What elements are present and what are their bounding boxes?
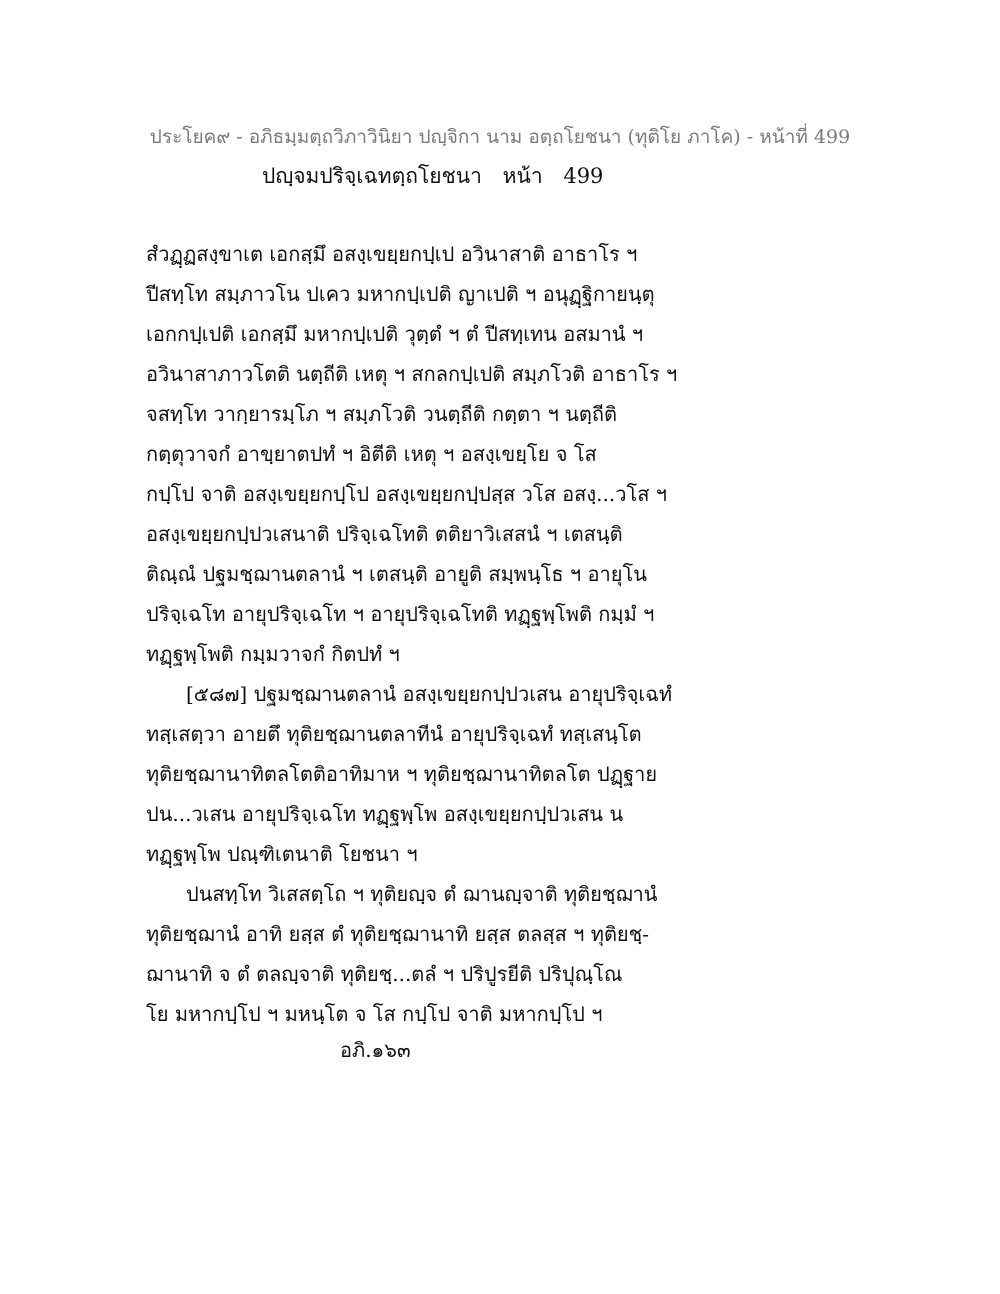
text-line: ทฏฺฐพฺโพติ กมฺมวาจกํ กิตปทํ ฯ (146, 642, 400, 666)
text-line: ปน...วเสน อายุปริจฺเฉโท ทฏฺฐพฺโพ อสงฺเขยฺยกปฺปวเสน น (146, 802, 624, 826)
body-text (146, 234, 706, 1034)
text-line: ทุติยชฺฌานํ อาทิ ยสฺส ตํ ทุติยชฺฌานาทิ ยสฺส ตลสฺส ฯ ทุติยชฺ- (146, 922, 649, 946)
text-line: [๕๘๗] ปฐมชฺฌานตลานํ อสงฺเขยฺยกปฺปวเสน อายุปริจฺเฉทํ (186, 682, 673, 706)
page-number: 499 (563, 164, 604, 188)
page-title (262, 160, 617, 193)
text-line: ปีสทฺโท สมฺภาวโน ปเคว มหากปฺเปติ ญาเปติ ฯ อนุฏฺฐิกายนฺตุ (146, 282, 655, 306)
text-line: อวินาสาภาวโตติ นตฺถีติ เหตุ ฯ สกลกปฺเปติ สมฺภโวติ อาธาโร ฯ (146, 362, 678, 386)
text-line: เอกกปฺเปติ เอกสฺมึ มหากปฺเปติ วุตฺตํ ฯ ตํ ปีสทฺเทน อสมานํ ฯ (146, 322, 644, 346)
text-line: โย มหากปฺโป ฯ มหนฺโต จ โส กปฺโป จาติ มหากปฺโป ฯ (146, 1002, 603, 1026)
text-line: อสงฺเขยฺยกปฺปวเสนาติ ปริจฺเฉโทติ ตติยาวิเสสนํ ฯ เตสนฺติ (146, 522, 623, 546)
running-header: ประโยค๙ - อภิธมฺมตฺถวิภาวินิยา ปญฺจิกา นาม อตฺถโยชนา (ทุติโย ภาโค) - หน้าที่ 499 (149, 126, 851, 148)
text-line: ปนสทฺโท วิเสสตฺโถ ฯ ทุติยญฺจ ตํ ฌานญฺจาติ ทุติยชฺฌานํ (186, 882, 658, 906)
footnote-reference: อภิ.๑๖๓ (340, 1038, 411, 1062)
text-line: ฌานาทิ จ ตํ ตลญฺจาติ ทุติยชฺ...ตลํ ฯ ปริปูรยีติ ปริปุณฺโณ (146, 962, 623, 986)
text-line: สํวฏฺฏสงฺขาเต เอกสฺมึ อสงฺเขยฺยกปฺเป อวินาสาติ อาธาโร ฯ (146, 242, 638, 266)
text-line: ทฏฺฐพฺโพ ปณฺฑิเตนาติ โยชนา ฯ (146, 842, 418, 866)
page-label: หน้า (502, 164, 543, 188)
text-line: ทุติยชฺฌานาทิตลโตติอาทิมาห ฯ ทุติยชฺฌานาทิตลโต ปฏฺฐาย (146, 762, 658, 786)
section-title: ปญฺจมปริจฺเฉทตฺถโยชนา (262, 164, 482, 188)
text-line: ติณฺณํ ปฐมชฺฌานตลานํ ฯ เตสนฺติ อายูติ สมฺพนฺโธ ฯ อายุโน (146, 562, 647, 586)
text-line: กปฺโป จาติ อสงฺเขยฺยกปฺโป อสงฺเขยฺยกปฺปสฺส วโส อสงฺ...วโส ฯ (146, 482, 667, 506)
text-line: ทสฺเสตฺวา อายตึ ทุติยชฺฌานตลาทีนํ อายุปริจฺเฉทํ ทสฺเสนฺโต (146, 722, 642, 746)
text-line: จสทฺโท วากฺยารมฺโภ ฯ สมฺภโวติ วนตฺถีติ กตฺตา ฯ นตฺถีติ (146, 402, 617, 426)
text-line: ปริจฺเฉโท อายุปริจฺเฉโท ฯ อายุปริจฺเฉโทติ ทฏฺฐพฺโพติ กมฺมํ ฯ (146, 602, 655, 626)
text-line: กตฺตุวาจกํ อาขฺยาตปทํ ฯ อิตีติ เหตุ ฯ อสงฺเขยฺโย จ โส (146, 442, 597, 466)
